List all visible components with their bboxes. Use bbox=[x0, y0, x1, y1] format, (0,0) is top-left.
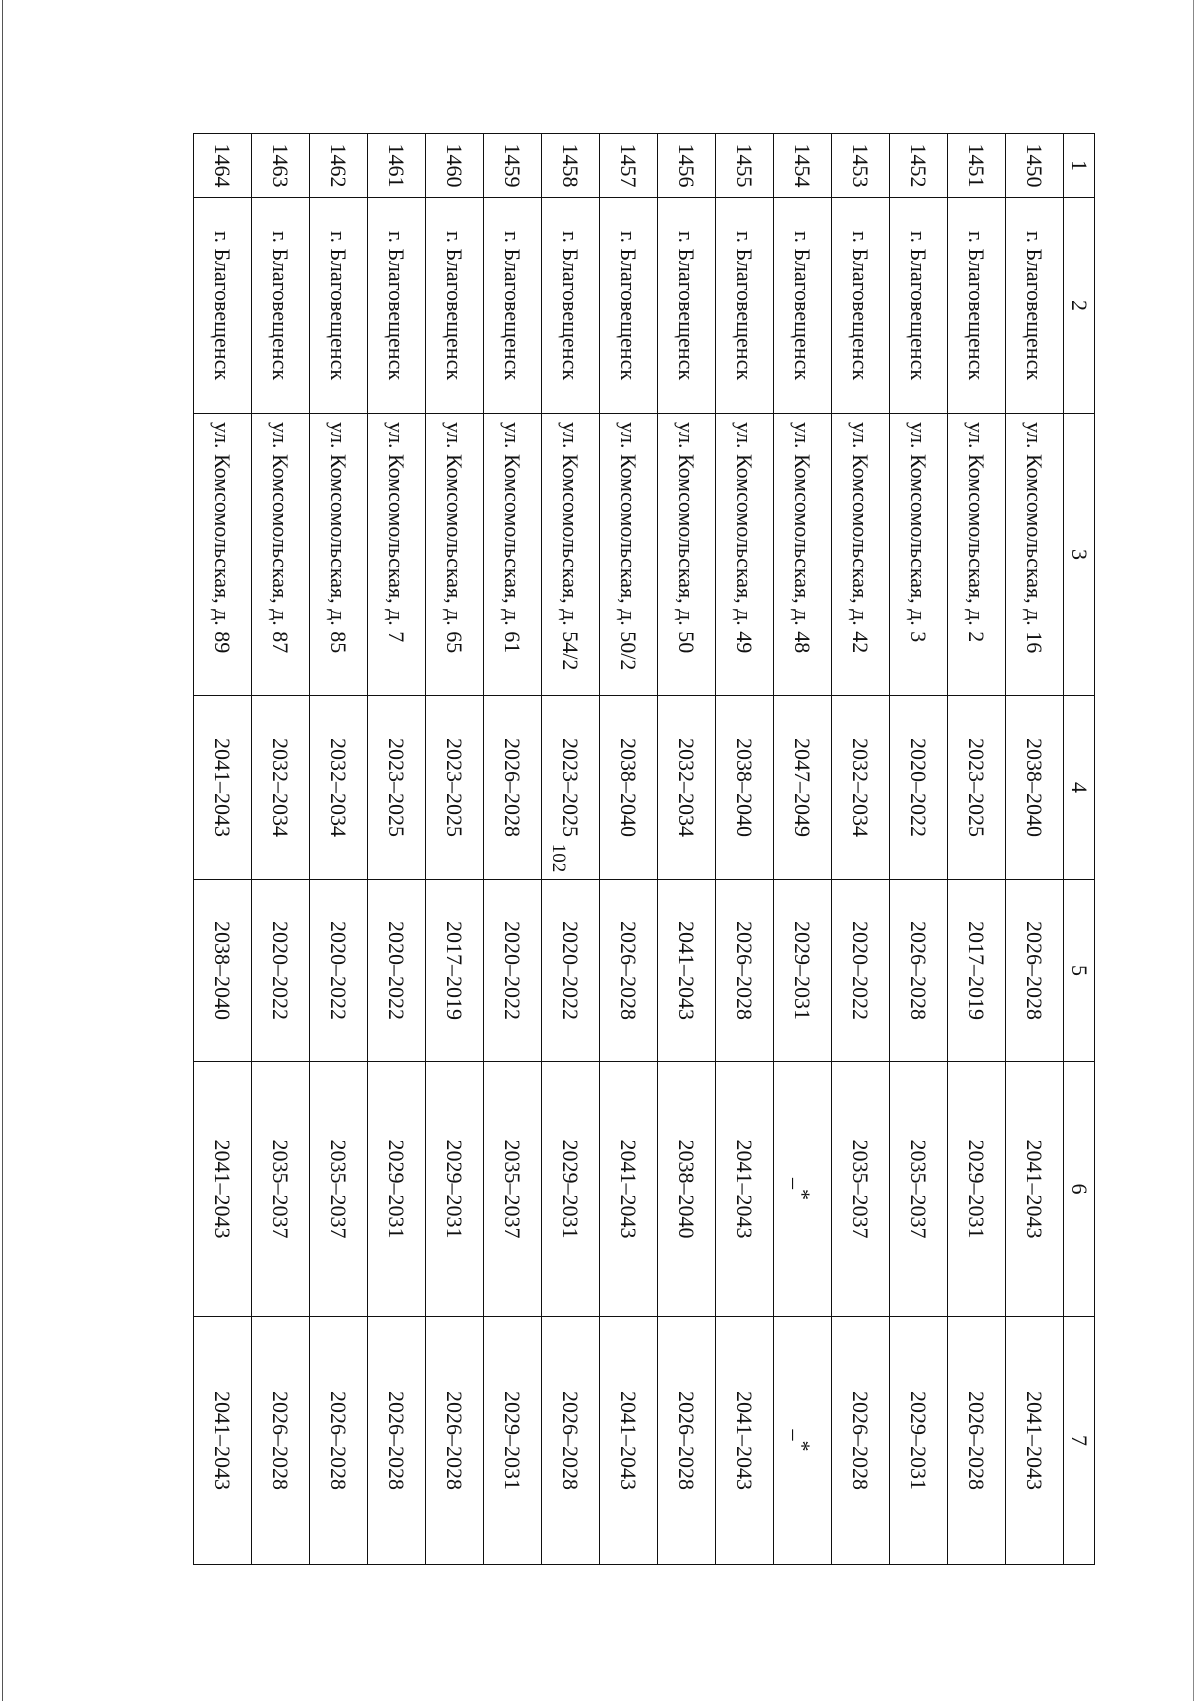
row-number-cell: 1461 bbox=[368, 134, 426, 198]
period-cell-col6: 2035–2037 bbox=[832, 1062, 890, 1317]
header-row bbox=[1064, 134, 1095, 1565]
city-cell: г. Благовещенск bbox=[890, 198, 948, 414]
address-cell: ул. Комсомольская, д. 61 bbox=[484, 414, 542, 696]
period-cell-col6: 2035–2037 bbox=[484, 1062, 542, 1317]
period-cell-col6: 2035–2037 bbox=[310, 1062, 368, 1317]
address-cell: ул. Комсомольская, д. 3 bbox=[890, 414, 948, 696]
period-cell-col5: 2017–2019 bbox=[426, 880, 484, 1062]
period-cell-col4: 2032–2034 bbox=[832, 696, 890, 880]
header-cell: 7 bbox=[1064, 1317, 1095, 1565]
row-number-cell: 1451 bbox=[948, 134, 1006, 198]
period-cell-col4: 2032–2034 bbox=[658, 696, 716, 880]
period-cell-col7: 2041–2043 bbox=[1006, 1317, 1064, 1565]
period-cell-col5: 2017–2019 bbox=[948, 880, 1006, 1062]
period-cell-col4: 2032–2034 bbox=[252, 696, 310, 880]
table-row bbox=[426, 134, 484, 1565]
period-cell-col7: 2041–2043 bbox=[716, 1317, 774, 1565]
period-cell-col6: 2029–2031 bbox=[948, 1062, 1006, 1317]
period-cell-col4: 2020–2022 bbox=[890, 696, 948, 880]
city-cell: г. Благовещенск bbox=[542, 198, 600, 414]
scan-edge-left bbox=[2, 0, 3, 1701]
period-cell-col5: 2038–2040 bbox=[194, 880, 252, 1062]
period-cell-col5: 2026–2028 bbox=[716, 880, 774, 1062]
period-cell-col6: 2029–2031 bbox=[368, 1062, 426, 1317]
period-cell-col4: 2023–2025 bbox=[948, 696, 1006, 880]
row-number-cell: 1457 bbox=[600, 134, 658, 198]
city-cell: г. Благовещенск bbox=[310, 198, 368, 414]
row-number-cell: 1459 bbox=[484, 134, 542, 198]
row-number-cell: 1464 bbox=[194, 134, 252, 198]
period-cell-col7: 2041–2043 bbox=[194, 1317, 252, 1565]
period-cell-col7: 2026–2028 bbox=[426, 1317, 484, 1565]
header-cell: 2 bbox=[1064, 198, 1095, 414]
table-row bbox=[832, 134, 890, 1565]
table-row bbox=[194, 134, 252, 1565]
city-cell: г. Благовещенск bbox=[368, 198, 426, 414]
period-cell-col4: 2023–2025 bbox=[426, 696, 484, 880]
period-cell-col4: 2041–2043 bbox=[194, 696, 252, 880]
period-cell-col7: 2026–2028 bbox=[252, 1317, 310, 1565]
table-row bbox=[658, 134, 716, 1565]
row-number-cell: 1455 bbox=[716, 134, 774, 198]
period-cell-col5: 2020–2022 bbox=[252, 880, 310, 1062]
address-cell: ул. Комсомольская, д. 42 bbox=[832, 414, 890, 696]
address-cell: ул. Комсомольская, д. 54/2 bbox=[542, 414, 600, 696]
table-row bbox=[368, 134, 426, 1565]
header-cell: 6 bbox=[1064, 1062, 1095, 1317]
table-row bbox=[542, 134, 600, 1565]
period-cell-col6: 2038–2040 bbox=[658, 1062, 716, 1317]
period-cell-col7: 2026–2028 bbox=[948, 1317, 1006, 1565]
address-cell: ул. Комсомольская, д. 16 bbox=[1006, 414, 1064, 696]
city-cell: г. Благовещенск bbox=[484, 198, 542, 414]
address-cell: ул. Комсомольская, д. 89 bbox=[194, 414, 252, 696]
city-cell: г. Благовещенск bbox=[194, 198, 252, 414]
period-cell-col5: 2020–2022 bbox=[484, 880, 542, 1062]
city-cell: г. Благовещенск bbox=[832, 198, 890, 414]
page-number: 102 bbox=[548, 843, 569, 873]
period-cell-col5: 2020–2022 bbox=[832, 880, 890, 1062]
city-cell: г. Благовещенск bbox=[1006, 198, 1064, 414]
city-cell: г. Благовещенск bbox=[774, 198, 832, 414]
header-cell: 3 bbox=[1064, 414, 1095, 696]
period-cell-col6: 2041–2043 bbox=[600, 1062, 658, 1317]
table-row bbox=[600, 134, 658, 1565]
row-number-cell: 1453 bbox=[832, 134, 890, 198]
table-row bbox=[310, 134, 368, 1565]
period-cell-col6: 2035–2037 bbox=[252, 1062, 310, 1317]
period-cell-col4: 2032–2034 bbox=[310, 696, 368, 880]
period-cell-col4: 2023–2025 bbox=[368, 696, 426, 880]
header-cell: 5 bbox=[1064, 880, 1095, 1062]
table-row bbox=[774, 134, 832, 1565]
city-cell: г. Благовещенск bbox=[658, 198, 716, 414]
table-row bbox=[484, 134, 542, 1565]
row-number-cell: 1462 bbox=[310, 134, 368, 198]
period-cell-col7: 2026–2028 bbox=[310, 1317, 368, 1565]
register-table bbox=[193, 133, 1095, 1565]
address-cell: ул. Комсомольская, д. 87 bbox=[252, 414, 310, 696]
period-cell-col6: _* bbox=[774, 1062, 832, 1317]
period-cell-col6: 2041–2043 bbox=[194, 1062, 252, 1317]
row-number-cell: 1460 bbox=[426, 134, 484, 198]
city-cell: г. Благовещенск bbox=[252, 198, 310, 414]
scan-edge-right bbox=[1193, 0, 1194, 1701]
period-cell-col5: 2026–2028 bbox=[600, 880, 658, 1062]
period-cell-col6: 2041–2043 bbox=[716, 1062, 774, 1317]
rotated-table-container bbox=[193, 133, 1095, 1564]
period-cell-col4: 2038–2040 bbox=[1006, 696, 1064, 880]
period-cell-col7: 2026–2028 bbox=[542, 1317, 600, 1565]
period-cell-col6: 2035–2037 bbox=[890, 1062, 948, 1317]
period-cell-col7: 2029–2031 bbox=[890, 1317, 948, 1565]
city-cell: г. Благовещенск bbox=[426, 198, 484, 414]
address-cell: ул. Комсомольская, д. 85 bbox=[310, 414, 368, 696]
period-cell-col5: 2020–2022 bbox=[310, 880, 368, 1062]
city-cell: г. Благовещенск bbox=[716, 198, 774, 414]
period-cell-col7: 2026–2028 bbox=[368, 1317, 426, 1565]
period-cell-col4: 2038–2040 bbox=[716, 696, 774, 880]
row-number-cell: 1463 bbox=[252, 134, 310, 198]
address-cell: ул. Комсомольская, д. 49 bbox=[716, 414, 774, 696]
table-row bbox=[252, 134, 310, 1565]
period-cell-col4: 2023–2025 bbox=[542, 696, 600, 880]
period-cell-col4: 2038–2040 bbox=[600, 696, 658, 880]
address-cell: ул. Комсомольская, д. 50 bbox=[658, 414, 716, 696]
period-cell-col7: 2026–2028 bbox=[832, 1317, 890, 1565]
header-cell: 4 bbox=[1064, 696, 1095, 880]
period-cell-col5: 2020–2022 bbox=[368, 880, 426, 1062]
address-cell: ул. Комсомольская, д. 65 bbox=[426, 414, 484, 696]
address-cell: ул. Комсомольская, д. 50/2 bbox=[600, 414, 658, 696]
period-cell-col5: 2026–2028 bbox=[890, 880, 948, 1062]
city-cell: г. Благовещенск bbox=[948, 198, 1006, 414]
period-cell-col5: 2020–2022 bbox=[542, 880, 600, 1062]
period-cell-col6: 2041–2043 bbox=[1006, 1062, 1064, 1317]
row-number-cell: 1458 bbox=[542, 134, 600, 198]
row-number-cell: 1452 bbox=[890, 134, 948, 198]
table-row bbox=[890, 134, 948, 1565]
address-cell: ул. Комсомольская, д. 2 bbox=[948, 414, 1006, 696]
address-cell: ул. Комсомольская, д. 48 bbox=[774, 414, 832, 696]
table-body bbox=[194, 134, 1064, 1565]
period-cell-col5: 2026–2028 bbox=[1006, 880, 1064, 1062]
table-row bbox=[948, 134, 1006, 1565]
table-row bbox=[1006, 134, 1064, 1565]
period-cell-col5: 2041–2043 bbox=[658, 880, 716, 1062]
period-cell-col7: 2026–2028 bbox=[658, 1317, 716, 1565]
period-cell-col7: 2041–2043 bbox=[600, 1317, 658, 1565]
period-cell-col5: 2029–2031 bbox=[774, 880, 832, 1062]
row-number-cell: 1456 bbox=[658, 134, 716, 198]
period-cell-col4: 2026–2028 bbox=[484, 696, 542, 880]
period-cell-col7: 2029–2031 bbox=[484, 1317, 542, 1565]
row-number-cell: 1450 bbox=[1006, 134, 1064, 198]
header-cell: 1 bbox=[1064, 134, 1095, 198]
period-cell-col6: 2029–2031 bbox=[426, 1062, 484, 1317]
period-cell-col4: 2047–2049 bbox=[774, 696, 832, 880]
address-cell: ул. Комсомольская, д. 7 bbox=[368, 414, 426, 696]
row-number-cell: 1454 bbox=[774, 134, 832, 198]
period-cell-col6: 2029–2031 bbox=[542, 1062, 600, 1317]
table-row bbox=[716, 134, 774, 1565]
city-cell: г. Благовещенск bbox=[600, 198, 658, 414]
period-cell-col7: _* bbox=[774, 1317, 832, 1565]
